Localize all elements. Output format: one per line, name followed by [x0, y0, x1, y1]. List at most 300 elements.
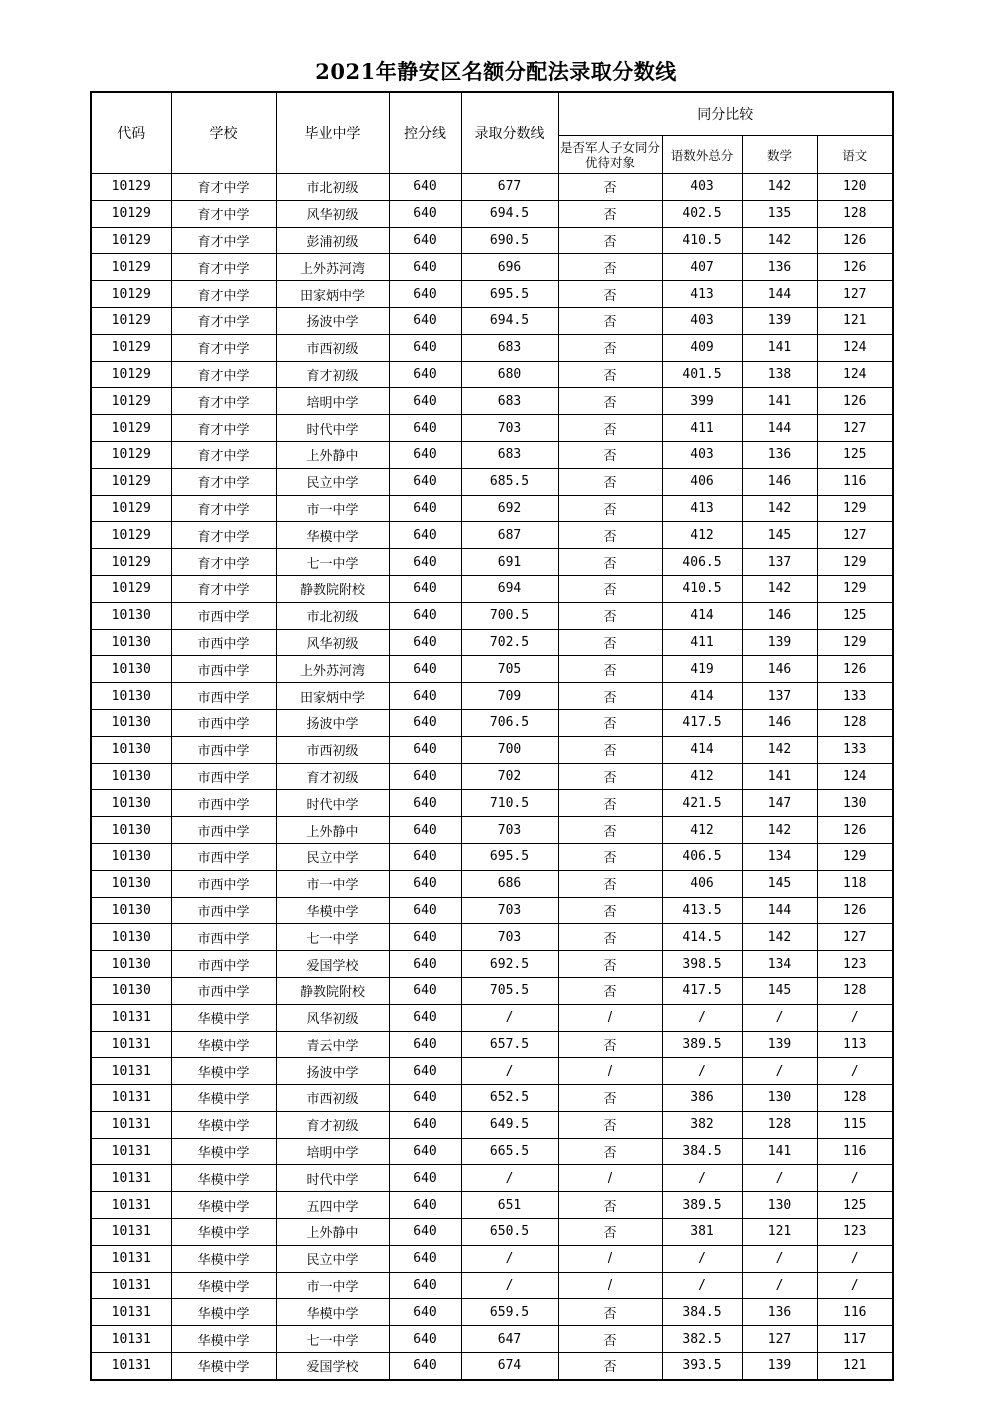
table-row: [91, 495, 893, 522]
cell-control-line: 640: [389, 1192, 461, 1219]
cell-grad-school: 田家炳中学: [276, 281, 389, 308]
cell-school: 育才中学: [171, 522, 276, 549]
cell-math: 141: [742, 763, 817, 790]
cell-admit-line: 703: [461, 817, 558, 844]
cell-chinese: 129: [817, 549, 893, 576]
cell-code: 10129: [91, 522, 171, 549]
cell-admit-line: 692: [461, 495, 558, 522]
cell-control-line: 640: [389, 1111, 461, 1138]
cell-grad-school: 市西初级: [276, 1085, 389, 1112]
cell-total-ex: 412: [662, 522, 742, 549]
cell-military: 否: [558, 1031, 662, 1058]
cell-total-ex: 417.5: [662, 709, 742, 736]
cell-control-line: 640: [389, 307, 461, 334]
cell-military: 否: [558, 1219, 662, 1246]
cell-total-ex: 402.5: [662, 200, 742, 227]
cell-total-ex: /: [662, 1165, 742, 1192]
cell-control-line: 640: [389, 977, 461, 1004]
cell-admit-line: 694: [461, 575, 558, 602]
cell-code: 10130: [91, 763, 171, 790]
cell-grad-school: 华模中学: [276, 522, 389, 549]
cell-school: 市西中学: [171, 656, 276, 683]
cell-admit-line: 702.5: [461, 629, 558, 656]
cell-chinese: 125: [817, 1192, 893, 1219]
cell-admit-line: 696: [461, 254, 558, 281]
cell-control-line: 640: [389, 817, 461, 844]
cell-admit-line: 703: [461, 924, 558, 951]
header-school: 学校: [171, 92, 276, 174]
cell-code: 10131: [91, 1004, 171, 1031]
cell-school: 育才中学: [171, 200, 276, 227]
cell-code: 10131: [91, 1111, 171, 1138]
cell-military: 否: [558, 361, 662, 388]
cell-control-line: 640: [389, 763, 461, 790]
cell-control-line: 640: [389, 361, 461, 388]
cell-school: 华模中学: [171, 1245, 276, 1272]
cell-math: 146: [742, 709, 817, 736]
cell-grad-school: 七一中学: [276, 1326, 389, 1353]
cell-code: 10129: [91, 441, 171, 468]
cell-code: 10131: [91, 1085, 171, 1112]
cell-military: /: [558, 1004, 662, 1031]
cell-admit-line: 650.5: [461, 1219, 558, 1246]
table-body: [91, 174, 893, 1380]
table-row: [91, 817, 893, 844]
cell-grad-school: 七一中学: [276, 549, 389, 576]
cell-chinese: 127: [817, 522, 893, 549]
cell-total-ex: 411: [662, 629, 742, 656]
cell-code: 10131: [91, 1192, 171, 1219]
cell-school: 华模中学: [171, 1353, 276, 1380]
cell-grad-school: 市西初级: [276, 736, 389, 763]
cell-total-ex: 384.5: [662, 1138, 742, 1165]
cell-total-ex: 403: [662, 174, 742, 201]
cell-math: 147: [742, 790, 817, 817]
cell-military: 否: [558, 790, 662, 817]
cell-military: 否: [558, 1111, 662, 1138]
cell-chinese: 129: [817, 629, 893, 656]
cell-grad-school: 田家炳中学: [276, 683, 389, 710]
cell-school: 华模中学: [171, 1085, 276, 1112]
cell-code: 10129: [91, 174, 171, 201]
cell-admit-line: 700.5: [461, 602, 558, 629]
cell-control-line: 640: [389, 1058, 461, 1085]
cell-code: 10130: [91, 629, 171, 656]
cell-admit-line: 695.5: [461, 843, 558, 870]
cell-math: 139: [742, 629, 817, 656]
cell-admit-line: 694.5: [461, 307, 558, 334]
cell-admit-line: 706.5: [461, 709, 558, 736]
cell-math: 142: [742, 575, 817, 602]
cell-math: 139: [742, 1353, 817, 1380]
cell-grad-school: 上外苏河湾: [276, 254, 389, 281]
cell-code: 10130: [91, 602, 171, 629]
cell-chinese: 124: [817, 361, 893, 388]
cell-control-line: 640: [389, 1085, 461, 1112]
cell-school: 育才中学: [171, 227, 276, 254]
cell-total-ex: 406.5: [662, 549, 742, 576]
cell-military: 否: [558, 441, 662, 468]
header-control-line: 控分线: [389, 92, 461, 174]
cell-math: 137: [742, 683, 817, 710]
cell-total-ex: 401.5: [662, 361, 742, 388]
cell-math: 144: [742, 281, 817, 308]
cell-military: 否: [558, 1138, 662, 1165]
cell-chinese: 128: [817, 977, 893, 1004]
cell-military: 否: [558, 307, 662, 334]
cell-total-ex: 414: [662, 736, 742, 763]
cell-chinese: 115: [817, 1111, 893, 1138]
cell-control-line: 640: [389, 1219, 461, 1246]
cell-admit-line: 683: [461, 388, 558, 415]
cell-chinese: 133: [817, 683, 893, 710]
cell-school: 华模中学: [171, 1111, 276, 1138]
cell-chinese: 116: [817, 468, 893, 495]
table-row: [91, 1031, 893, 1058]
table-row: [91, 1004, 893, 1031]
cell-grad-school: 上外静中: [276, 1219, 389, 1246]
cell-total-ex: 417.5: [662, 977, 742, 1004]
header-math: 数学: [742, 136, 817, 174]
table-row: [91, 441, 893, 468]
table-row: [91, 549, 893, 576]
cell-chinese: 118: [817, 870, 893, 897]
cell-military: /: [558, 1165, 662, 1192]
cell-chinese: /: [817, 1272, 893, 1299]
cell-chinese: 123: [817, 951, 893, 978]
cell-grad-school: 静教院附校: [276, 575, 389, 602]
table-row: [91, 200, 893, 227]
cell-control-line: 640: [389, 1031, 461, 1058]
cell-control-line: 640: [389, 602, 461, 629]
cell-total-ex: 403: [662, 441, 742, 468]
cell-control-line: 640: [389, 281, 461, 308]
table-row: [91, 602, 893, 629]
cell-grad-school: 民立中学: [276, 843, 389, 870]
cell-total-ex: 398.5: [662, 951, 742, 978]
table-row: [91, 1111, 893, 1138]
cell-code: 10130: [91, 736, 171, 763]
cell-school: 市西中学: [171, 709, 276, 736]
cell-admit-line: 691: [461, 549, 558, 576]
cell-control-line: 640: [389, 575, 461, 602]
cell-control-line: 640: [389, 683, 461, 710]
cell-school: 市西中学: [171, 763, 276, 790]
cell-grad-school: 民立中学: [276, 1245, 389, 1272]
cell-control-line: 640: [389, 1353, 461, 1380]
table-row: [91, 522, 893, 549]
cell-total-ex: /: [662, 1245, 742, 1272]
cell-total-ex: 382: [662, 1111, 742, 1138]
cell-total-ex: 382.5: [662, 1326, 742, 1353]
cell-math: /: [742, 1004, 817, 1031]
cell-code: 10129: [91, 388, 171, 415]
cell-code: 10129: [91, 468, 171, 495]
cell-chinese: 129: [817, 843, 893, 870]
cell-chinese: 126: [817, 897, 893, 924]
cell-control-line: 640: [389, 441, 461, 468]
cell-military: 否: [558, 1299, 662, 1326]
cell-military: /: [558, 1245, 662, 1272]
cell-total-ex: 413.5: [662, 897, 742, 924]
cell-admit-line: /: [461, 1165, 558, 1192]
table-row: [91, 897, 893, 924]
cell-admit-line: 703: [461, 897, 558, 924]
cell-code: 10131: [91, 1058, 171, 1085]
cell-admit-line: 659.5: [461, 1299, 558, 1326]
cell-code: 10129: [91, 415, 171, 442]
cell-admit-line: /: [461, 1272, 558, 1299]
cell-control-line: 640: [389, 790, 461, 817]
cell-total-ex: 389.5: [662, 1192, 742, 1219]
cell-admit-line: 700: [461, 736, 558, 763]
cell-math: 130: [742, 1192, 817, 1219]
cell-admit-line: 686: [461, 870, 558, 897]
cell-admit-line: 694.5: [461, 200, 558, 227]
cell-code: 10130: [91, 924, 171, 951]
cell-code: 10129: [91, 549, 171, 576]
cell-chinese: 116: [817, 1138, 893, 1165]
cell-chinese: /: [817, 1004, 893, 1031]
cell-code: 10129: [91, 281, 171, 308]
cell-total-ex: 384.5: [662, 1299, 742, 1326]
cell-chinese: 126: [817, 656, 893, 683]
cell-code: 10129: [91, 495, 171, 522]
cell-code: 10131: [91, 1353, 171, 1380]
cell-military: 否: [558, 817, 662, 844]
table-row: [91, 790, 893, 817]
cell-school: 华模中学: [171, 1058, 276, 1085]
cell-military: 否: [558, 736, 662, 763]
cell-admit-line: 683: [461, 441, 558, 468]
cell-math: 142: [742, 736, 817, 763]
cell-chinese: 128: [817, 1085, 893, 1112]
cell-military: 否: [558, 870, 662, 897]
cell-grad-school: 时代中学: [276, 1165, 389, 1192]
cell-math: 121: [742, 1219, 817, 1246]
cell-chinese: 117: [817, 1326, 893, 1353]
cell-military: 否: [558, 281, 662, 308]
table-row: [91, 951, 893, 978]
cell-military: 否: [558, 388, 662, 415]
cell-control-line: 640: [389, 1138, 461, 1165]
cell-total-ex: 413: [662, 281, 742, 308]
cell-school: 市西中学: [171, 924, 276, 951]
table-row: [91, 736, 893, 763]
cell-control-line: 640: [389, 1165, 461, 1192]
cell-chinese: 127: [817, 415, 893, 442]
cell-grad-school: 爱国学校: [276, 1353, 389, 1380]
cell-admit-line: 702: [461, 763, 558, 790]
cell-total-ex: 386: [662, 1085, 742, 1112]
cell-math: 142: [742, 817, 817, 844]
cell-school: 华模中学: [171, 1299, 276, 1326]
cell-school: 市西中学: [171, 629, 276, 656]
table-row: [91, 1192, 893, 1219]
table-header: [91, 92, 893, 174]
cell-grad-school: 上外静中: [276, 441, 389, 468]
cell-admit-line: 703: [461, 415, 558, 442]
table-row: [91, 575, 893, 602]
table-row: [91, 1165, 893, 1192]
cell-math: 144: [742, 415, 817, 442]
table-row: [91, 683, 893, 710]
cell-school: 育才中学: [171, 468, 276, 495]
cell-admit-line: 652.5: [461, 1085, 558, 1112]
cell-school: 育才中学: [171, 307, 276, 334]
cell-grad-school: 市西初级: [276, 334, 389, 361]
cell-total-ex: 410.5: [662, 575, 742, 602]
table-row: [91, 1138, 893, 1165]
cell-grad-school: 育才初级: [276, 361, 389, 388]
cell-grad-school: 市北初级: [276, 174, 389, 201]
table-row: [91, 1085, 893, 1112]
cell-chinese: /: [817, 1058, 893, 1085]
cell-school: 育才中学: [171, 361, 276, 388]
cell-military: 否: [558, 549, 662, 576]
cell-total-ex: 403: [662, 307, 742, 334]
cell-math: 136: [742, 254, 817, 281]
cell-school: 育才中学: [171, 388, 276, 415]
cell-grad-school: 华模中学: [276, 1299, 389, 1326]
cell-chinese: 123: [817, 1219, 893, 1246]
table-row: [91, 334, 893, 361]
cell-school: 育才中学: [171, 441, 276, 468]
cell-grad-school: 风华初级: [276, 200, 389, 227]
table-row: [91, 227, 893, 254]
cell-code: 10131: [91, 1138, 171, 1165]
cell-total-ex: 381: [662, 1219, 742, 1246]
cell-grad-school: 市北初级: [276, 602, 389, 629]
cell-math: 142: [742, 495, 817, 522]
cell-school: 育才中学: [171, 281, 276, 308]
cell-grad-school: 扬波中学: [276, 709, 389, 736]
cell-math: 142: [742, 227, 817, 254]
cell-grad-school: 育才初级: [276, 1111, 389, 1138]
cell-military: 否: [558, 763, 662, 790]
cell-admit-line: 690.5: [461, 227, 558, 254]
cell-chinese: 125: [817, 441, 893, 468]
cell-chinese: 129: [817, 575, 893, 602]
cell-chinese: 121: [817, 1353, 893, 1380]
table-row: [91, 763, 893, 790]
cell-total-ex: /: [662, 1058, 742, 1085]
cell-admit-line: 677: [461, 174, 558, 201]
cell-school: 育才中学: [171, 334, 276, 361]
header-total-ex: 语数外总分: [662, 136, 742, 174]
table-row: [91, 709, 893, 736]
cell-code: 10131: [91, 1326, 171, 1353]
cell-control-line: 640: [389, 415, 461, 442]
cell-control-line: 640: [389, 709, 461, 736]
cell-control-line: 640: [389, 388, 461, 415]
cell-grad-school: 时代中学: [276, 790, 389, 817]
cell-chinese: 128: [817, 709, 893, 736]
cell-total-ex: /: [662, 1004, 742, 1031]
cell-school: 华模中学: [171, 1138, 276, 1165]
cell-admit-line: 674: [461, 1353, 558, 1380]
cell-military: 否: [558, 1353, 662, 1380]
cell-control-line: 640: [389, 200, 461, 227]
cell-total-ex: 419: [662, 656, 742, 683]
cell-math: /: [742, 1058, 817, 1085]
cell-control-line: 640: [389, 629, 461, 656]
cell-military: 否: [558, 843, 662, 870]
header-tie-compare: 同分比较: [558, 92, 893, 136]
cell-chinese: 127: [817, 281, 893, 308]
cell-control-line: 640: [389, 843, 461, 870]
cell-grad-school: 培明中学: [276, 388, 389, 415]
table-row: [91, 415, 893, 442]
cell-control-line: 640: [389, 736, 461, 763]
cell-military: 否: [558, 468, 662, 495]
cell-total-ex: 410.5: [662, 227, 742, 254]
cell-total-ex: 421.5: [662, 790, 742, 817]
cell-math: 142: [742, 924, 817, 951]
cell-grad-school: 上外苏河湾: [276, 656, 389, 683]
cell-total-ex: 389.5: [662, 1031, 742, 1058]
cell-school: 育才中学: [171, 174, 276, 201]
cell-chinese: 121: [817, 307, 893, 334]
cell-math: 142: [742, 174, 817, 201]
cell-math: 145: [742, 870, 817, 897]
cell-admit-line: 705: [461, 656, 558, 683]
cell-chinese: 127: [817, 924, 893, 951]
header-admit-line: 录取分数线: [461, 92, 558, 174]
cell-chinese: 130: [817, 790, 893, 817]
cell-admit-line: 705.5: [461, 977, 558, 1004]
cell-grad-school: 华模中学: [276, 897, 389, 924]
cell-code: 10129: [91, 334, 171, 361]
cell-school: 市西中学: [171, 951, 276, 978]
cell-chinese: 133: [817, 736, 893, 763]
cell-school: 市西中学: [171, 790, 276, 817]
table-row: [91, 468, 893, 495]
cell-total-ex: 393.5: [662, 1353, 742, 1380]
cell-control-line: 640: [389, 522, 461, 549]
header-chinese: 语文: [817, 136, 893, 174]
cell-admit-line: 687: [461, 522, 558, 549]
cell-admit-line: 649.5: [461, 1111, 558, 1138]
cell-military: 否: [558, 709, 662, 736]
cell-math: 137: [742, 549, 817, 576]
cell-admit-line: 683: [461, 334, 558, 361]
cell-code: 10131: [91, 1165, 171, 1192]
cell-grad-school: 上外静中: [276, 817, 389, 844]
cell-control-line: 640: [389, 1245, 461, 1272]
cell-military: 否: [558, 951, 662, 978]
cell-military: 否: [558, 683, 662, 710]
cell-chinese: 116: [817, 1299, 893, 1326]
cell-military: 否: [558, 415, 662, 442]
cell-total-ex: 414.5: [662, 924, 742, 951]
cell-math: /: [742, 1245, 817, 1272]
cell-chinese: 124: [817, 763, 893, 790]
cell-grad-school: 市一中学: [276, 1272, 389, 1299]
table-row: [91, 1299, 893, 1326]
cell-grad-school: 培明中学: [276, 1138, 389, 1165]
cell-grad-school: 风华初级: [276, 629, 389, 656]
cell-admit-line: /: [461, 1245, 558, 1272]
table-row: [91, 1219, 893, 1246]
cell-military: 否: [558, 174, 662, 201]
cell-math: 146: [742, 656, 817, 683]
cell-math: 138: [742, 361, 817, 388]
cell-control-line: 640: [389, 870, 461, 897]
cell-math: 141: [742, 388, 817, 415]
cell-code: 10131: [91, 1272, 171, 1299]
cell-school: 华模中学: [171, 1165, 276, 1192]
